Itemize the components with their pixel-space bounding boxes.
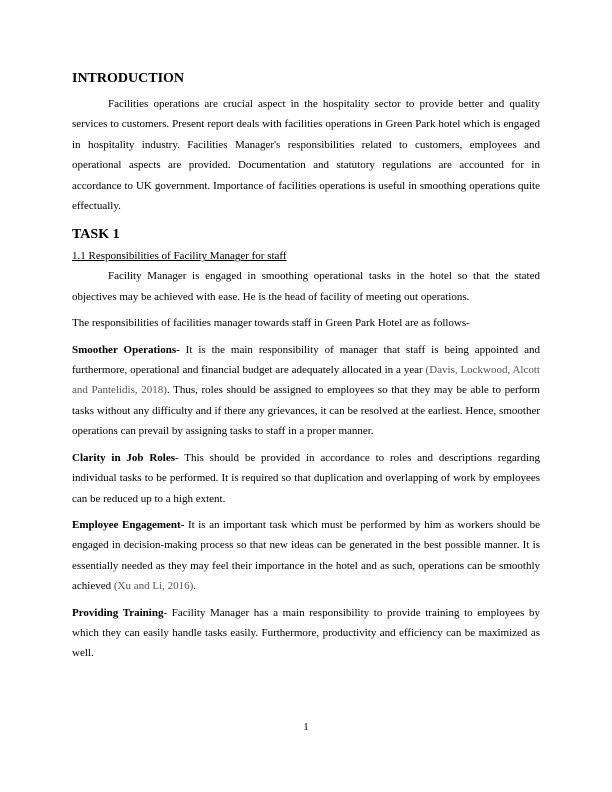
intro-paragraph: Facilities operations are crucial aspect in the hospitality sector to provide better and quality services to customers. Present report deals with facilities operations in Green Park hotel which is engaged in hospitality industry. Facilities Manager's responsibilities related to customers, employees and operational aspects are provided. Documentation and statutory regulations are accounted for in accordance to UK government. Importance of facilities operations is useful in smoothing operations quite effectually. xyxy=(72,98,540,213)
item-term: Clarity in Job Roles xyxy=(72,451,176,464)
item-text: - Facility Manager has a main responsibility to provide training to employees by which they can easily handle tasks easily. Furthermore, productivity and efficiency can be maximized as well. xyxy=(72,606,540,660)
document-page xyxy=(72,70,540,664)
item-citation: (Xu and Li, 2016) xyxy=(113,580,194,593)
item-text: It is the main responsibility of manager that staff is being appointed and furthermore, operational and financial budget are adequately allocated in a year xyxy=(72,343,540,377)
item-term: Providing Training xyxy=(72,606,164,619)
item-text: It is an important task which must be performed by him as workers should be engaged in decision-making process so that new ideas can be generated in the best possible manner. It is essentially needed as they may feel their importance in the hotel and as such, operations can be smoothly achieved xyxy=(72,518,541,593)
item-text-end: . xyxy=(193,580,197,593)
task1-heading: TASK 1 xyxy=(72,227,120,243)
task1-paragraph-1: Facility Manager is engaged in smoothing operational tasks in the hotel so that the stated objectives may be achieved with ease. He is the head of facility of meeting out operations. xyxy=(72,270,540,303)
item-citation: (Davis, Lockwood, Alcott and Pantelidis, 2018) xyxy=(72,364,540,397)
intro-heading: INTRODUCTION xyxy=(72,71,185,86)
item-term: Smoother Operations- xyxy=(72,343,180,356)
task1-paragraph-2: The responsibilities of facilities manager towards staff in Green Park Hotel are as follows- xyxy=(72,317,470,330)
list-item-providing-training xyxy=(72,603,540,664)
list-item-smoother-operations xyxy=(72,340,540,442)
item-text-end: . Thus, roles should be assigned to employees so that they may be able to perform tasks without any difficulty and if there any grievances, it can be resolved at the earliest. Hence, smoother operations can prevail by assigning tasks to staff in a proper manner. xyxy=(72,384,540,438)
list-item-employee-engagement xyxy=(72,515,540,597)
item-text: - This should be provided in accordance to roles and descriptions regarding individual tasks to be performed. It is required so that duplication and overlapping of work by employees can be reduced up to a high extent. xyxy=(72,451,540,505)
list-item-clarity-job-roles xyxy=(72,448,540,509)
task1-subheading: 1.1 Responsibilities of Facility Manager for staff xyxy=(72,250,287,263)
item-term: Employee Engagement- xyxy=(72,518,185,531)
page-number: 1 xyxy=(303,721,309,733)
